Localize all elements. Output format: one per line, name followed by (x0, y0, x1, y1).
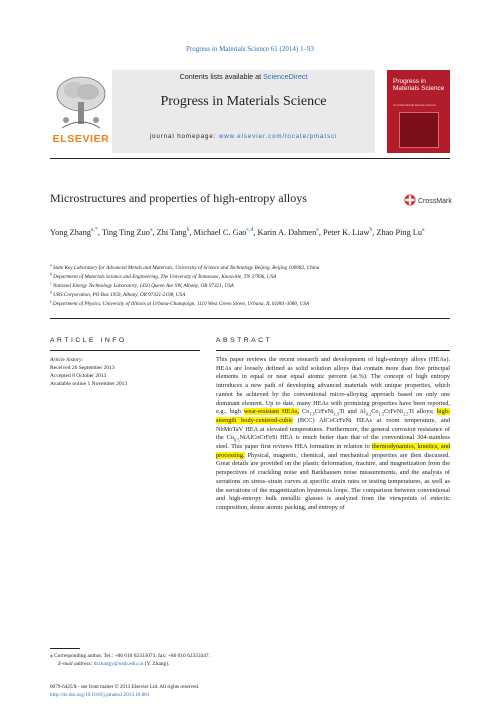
highlight-high-strength-bcc[interactable]: high-strength body-centered-cubic (216, 408, 450, 424)
online-date: Available online 1 November 2013 (50, 381, 128, 387)
email-line: E-mail address: drzhangy@ustb.edu.cn (Y. Zhang). (58, 660, 170, 667)
sciencedirect-link[interactable]: ScienceDirect (263, 72, 308, 81)
highlight-wear-resistant[interactable]: wear-resistant HEAs, (243, 408, 300, 416)
homepage-prefix: journal homepage: (149, 133, 219, 140)
author-5[interactable]: Peter K. Liaw$^b$, (323, 227, 377, 237)
elsevier-tree-icon (52, 72, 110, 130)
copyright-block (50, 684, 450, 699)
author-4[interactable]: Karin A. Dahmen$^e$, (257, 227, 321, 237)
received-date: Received 26 September 2013 (50, 365, 115, 371)
doi-link[interactable]: http://dx.doi.org/10.1016/j.pmatsci.2013.10.001 (50, 691, 150, 698)
corresponding-author-note: ⁎ Corresponding author. Tel.: +86 010 62333073; fax: +86 010 62333447. (50, 653, 210, 659)
affiliation-d: $^d$ URS Corporation, PO Box 1959, Albany, OR 97321-2198, USA (50, 290, 186, 298)
article-title: Microstructures and properties of high-entropy alloys (50, 191, 307, 205)
homepage-link[interactable]: www.elsevier.com/locate/pmatsci (218, 133, 338, 140)
author-6[interactable]: Zhao Ping Lu$^a$ (376, 227, 425, 237)
contents-line (112, 72, 375, 81)
abstract-heading: ABSTRACT (216, 337, 273, 344)
banner-rule (50, 158, 450, 159)
crossmark-label: CrossMark (418, 198, 452, 205)
journal-title: Progress in Materials Science (160, 94, 327, 109)
author-list (50, 227, 450, 239)
affiliation-a: $^a$ State Key Laboratory for Advanced Metals and Materials, University of Science and Technology Beijing, Beijing 100083, China (50, 263, 320, 271)
affiliations (50, 264, 450, 309)
cover-subtitle: An International Review Journal (393, 103, 436, 107)
copyright-line: 0079-6425/$ - see front matter © 2013 Elsevier Ltd. All rights reserved. (50, 684, 200, 690)
accepted-date: Accepted 8 October 2013 (50, 373, 107, 379)
affiliation-c: $^c$ National Energy Technology Laboratory, 1450 Queen Ave SW, Albany, OR 97321, USA (50, 281, 234, 289)
journal-citation[interactable]: Progress in Materials Science 61 (2014) 1–93 (186, 45, 314, 53)
affiliation-e: $^e$ Department of Physics, University of Illinois at Urbana-Champaign, 1110 West Green Street, Urbana, IL 61801-3080, USA (50, 299, 310, 307)
article-info-heading: ARTICLE INFO (50, 337, 127, 344)
article-info-rule (50, 350, 200, 351)
author-0[interactable]: Yong Zhang$^{a,*}$, (50, 227, 102, 237)
footnote-rule (50, 648, 80, 649)
abstract-text: This paper reviews the recent research and development of high-entropy alloys (HEAs). HEAs are loosely defined as solid solution alloys that contain more than five principal elements in equal or near equal atomic percent (at.%). The concept of high entropy introduces a new path of developing advanced materials with unique properties, which cannot be achieved by the conventional micro-alloying approach based on only one dominant element. Up to date, many HEAs with promising properties have been reported, e.g., high wear-resistant HEAs, $Co_{1.5}CrFeNi_{1.5}Ti$ and $Al_{0.2}Co_{1.5}CrFeNi_{1.5}Ti$ alloys; high-strength body-centered-cubic (BCC) AlCoCrFeNi HEAs at room temperature, and NbMoTaV HEA at elevated temperatures. Furthermore, the general corrosion resistance of the $Cu_{0.5}NiAlCoCrFeSi$ HEA is much better than that of the conventional 304-stainless steel. This paper first reviews HEA formation in relation to thermodynamics, kinetics, and processing. Physical, magnetic, chemical, and mechanical properties are then discussed. Great details are provided on the plastic deformation, fracture, and magnetization from the perspectives of crackling noise and Barkhausen noise measurements, and the analysis of serrations on stress–strain curves at specific strain rates or testing temperatures, as well as the serrations of the magnetization hysteresis loops. The comparison between conventional and high-entropy bulk metallic glasses is analyzed from the viewpoints of eutectic composition, dense atomic packing, and entropy of (216, 356, 451, 511)
crossmark-icon[interactable] (404, 193, 454, 207)
footnote (50, 653, 450, 668)
cover-title: Progress in Materials Science (393, 78, 445, 92)
affiliation-b: $^b$ Department of Materials Science and Engineering, The University of Tennessee, Knoxville, TN 37996, USA (50, 272, 277, 280)
email-link[interactable]: drzhangy@ustb.edu.cn (93, 660, 144, 667)
journal-homepage (112, 133, 375, 140)
affiliations-rule (50, 318, 450, 319)
article-history (50, 356, 210, 388)
author-1[interactable]: Ting Ting Zuo$^a$, (101, 227, 157, 237)
history-label: Article history: (50, 357, 84, 363)
journal-cover[interactable] (387, 70, 450, 153)
author-2[interactable]: Zhi Tang$^b$, (156, 227, 194, 237)
cover-image (399, 112, 439, 148)
abstract-rule (216, 350, 450, 351)
contents-prefix: Contents lists available at (179, 72, 264, 81)
highlight-thermodynamics[interactable]: thermodynamics, kinetics, and processing. (216, 443, 450, 459)
elsevier-wordmark: ELSEVIER (52, 133, 110, 145)
author-3[interactable]: Michael C. Gao$^{c,d}$, (193, 227, 258, 237)
